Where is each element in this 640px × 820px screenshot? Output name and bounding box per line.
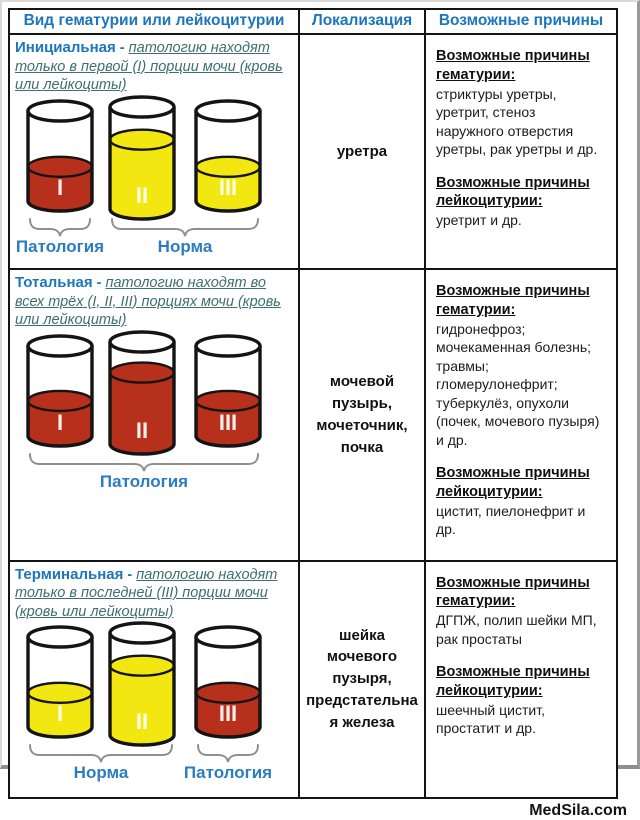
causes-heading: Возможные причины гематурии: bbox=[436, 48, 590, 83]
grouping-brace bbox=[30, 745, 172, 762]
cup-liquid-surface bbox=[110, 129, 174, 149]
brace-label: Норма bbox=[157, 236, 213, 256]
causes-text: уретрит и др. bbox=[436, 212, 522, 229]
row-initial-localization: уретра bbox=[300, 35, 426, 270]
portion-numeral: II bbox=[135, 709, 149, 735]
type-label: Тотальная bbox=[15, 274, 93, 291]
urine-portions-diagram-total bbox=[15, 332, 303, 492]
cup-liquid-surface bbox=[110, 656, 174, 676]
causes-section bbox=[436, 282, 606, 449]
causes-text: ДГПЖ, полип шейки МП, рак простаты bbox=[436, 612, 597, 647]
row-initial-type-cell bbox=[10, 35, 300, 270]
cup-rim bbox=[28, 627, 92, 647]
causes-heading: Возможные причины лейкоцитурии: bbox=[436, 174, 590, 210]
header-causes-column: Возможные причины bbox=[426, 10, 616, 35]
brace-label: Норма bbox=[73, 763, 129, 783]
causes-text: шеечный цистит, простатит и др. bbox=[436, 701, 545, 737]
causes-heading: Возможные причины гематурии: bbox=[436, 574, 590, 610]
cup-rim bbox=[196, 101, 260, 121]
causes-section bbox=[436, 174, 606, 230]
portion-numeral: II bbox=[135, 182, 149, 208]
cup-rim bbox=[196, 627, 260, 647]
portion-numeral: III bbox=[218, 174, 238, 200]
cup-rim bbox=[110, 97, 174, 117]
type-label: Терминальная bbox=[15, 565, 124, 583]
cup-liquid-surface bbox=[28, 156, 92, 176]
row-terminal-type-cell bbox=[10, 562, 300, 797]
header-type-column: Вид гематурии или лейкоцитурии bbox=[10, 10, 300, 35]
causes-section bbox=[436, 574, 606, 649]
dash-separator: - bbox=[115, 40, 129, 56]
row-initial-causes bbox=[426, 35, 616, 270]
portion-numeral: II bbox=[135, 417, 149, 443]
row-terminal-causes bbox=[426, 562, 616, 797]
causes-heading: Возможные причины лейкоцитурии: bbox=[436, 664, 590, 700]
causes-text: гидронефроз; мочекаменная болезнь; травмы; гломерулонефрит; туберкулёз, опухоли (почек, мочевого пузыря) и др. bbox=[436, 320, 600, 448]
row-terminal-description bbox=[15, 565, 293, 622]
header-localization-column: Локализация bbox=[300, 10, 426, 35]
cup-rim bbox=[110, 623, 174, 643]
cup-liquid-surface bbox=[196, 156, 260, 176]
cup-liquid-surface bbox=[28, 391, 92, 411]
brace-label: Патология bbox=[183, 763, 273, 783]
causes-section bbox=[436, 47, 606, 159]
grouping-brace bbox=[30, 454, 258, 471]
portion-numeral: III bbox=[218, 409, 238, 435]
cup-liquid-surface bbox=[28, 683, 92, 703]
brace-label: Патология bbox=[99, 471, 189, 491]
row-initial-description bbox=[15, 38, 293, 95]
causes-section bbox=[436, 464, 606, 539]
portion-numeral: I bbox=[56, 174, 64, 200]
cup-rim bbox=[28, 336, 92, 356]
grouping-brace bbox=[30, 219, 90, 236]
type-description: патологию находят только в первой (I) порции мочи (кровь или лейкоциты) bbox=[15, 40, 283, 94]
cup-rim bbox=[110, 332, 174, 352]
watermark: MedSila.com bbox=[529, 801, 627, 819]
causes-text: цистит, пиелонефрит и др. bbox=[436, 502, 586, 538]
type-label: Инициальная bbox=[15, 39, 116, 56]
urine-portions-diagram-initial bbox=[15, 97, 303, 257]
cup-liquid-surface bbox=[110, 362, 174, 382]
dash-separator: - bbox=[123, 566, 137, 583]
causes-text: стриктуры уретры, уретрит, стеноз наружного отверстия уретры, рак уретры и др. bbox=[436, 85, 598, 158]
type-description: патологию находят только в последней (III) порции мочи (кровь или лейкоциты) bbox=[15, 566, 278, 620]
causes-section bbox=[436, 663, 606, 738]
cup-liquid-surface bbox=[196, 391, 260, 411]
cup-rim bbox=[196, 336, 260, 356]
cup-liquid-surface bbox=[196, 683, 260, 703]
brace-label: Патология bbox=[15, 236, 105, 256]
portion-numeral: I bbox=[56, 409, 64, 435]
row-terminal-localization: шейка мочевого пузыря, предстательная железа bbox=[300, 562, 426, 797]
dash-separator: - bbox=[92, 275, 106, 291]
hematuria-table bbox=[8, 8, 618, 799]
causes-heading: Возможные причины лейкоцитурии: bbox=[436, 464, 590, 500]
row-total-description bbox=[15, 273, 293, 330]
portion-numeral: III bbox=[218, 701, 238, 727]
row-total-type-cell bbox=[10, 270, 300, 562]
grouping-brace bbox=[112, 219, 258, 236]
row-total-localization: мочевой пузырь, мочеточник, почка bbox=[300, 270, 426, 562]
portion-numeral: I bbox=[56, 701, 64, 727]
causes-heading: Возможные причины гематурии: bbox=[436, 283, 590, 318]
urine-portions-diagram-terminal bbox=[15, 623, 303, 783]
cup-rim bbox=[28, 101, 92, 121]
type-description: патологию находят во всех трёх (I, II, III) порциях мочи (кровь или лейкоциты) bbox=[15, 275, 281, 329]
row-total-causes bbox=[426, 270, 616, 562]
grouping-brace bbox=[198, 745, 258, 762]
